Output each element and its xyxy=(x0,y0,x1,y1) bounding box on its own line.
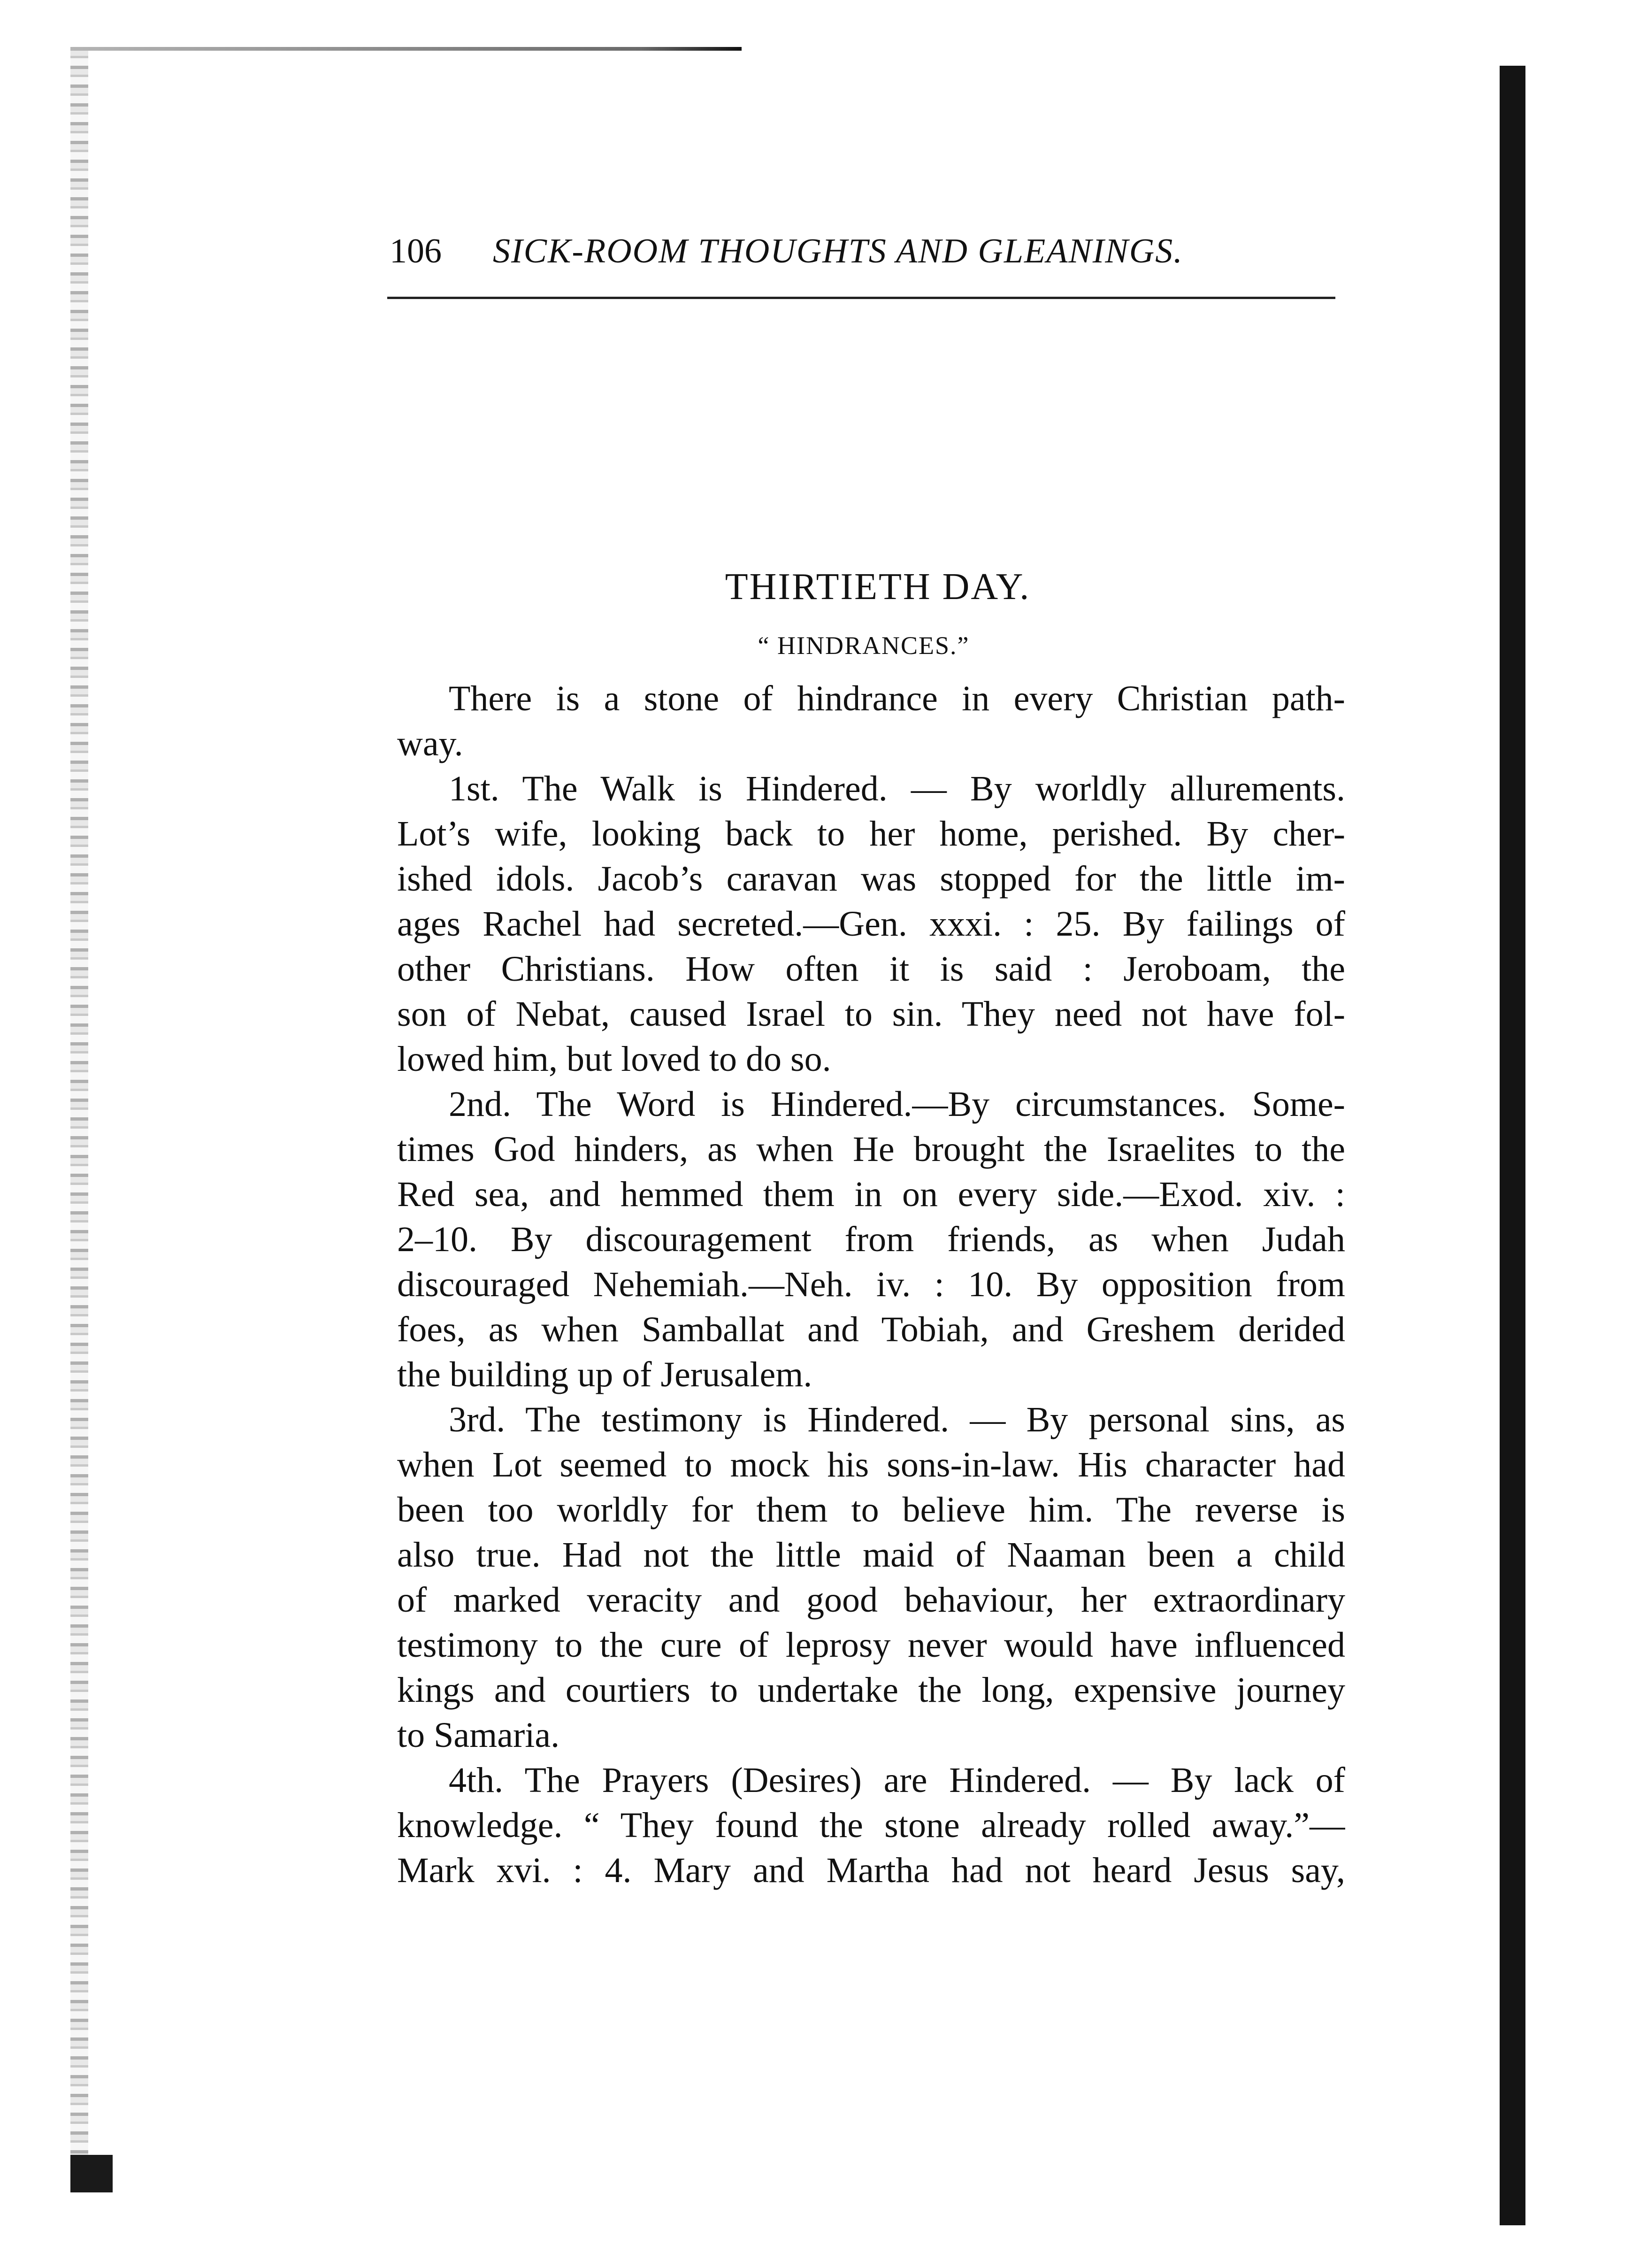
text-line: 4th. The Prayers (Desires) are Hindered. — By lack of xyxy=(449,1761,1345,1800)
text-line: ished idols. Jacob’s caravan was stopped for the little im- xyxy=(397,859,1345,899)
text-line: other Christians. How often it is said : Jeroboam, the xyxy=(397,949,1345,989)
text-line: 3rd. The testimony is Hindered. — By personal sins, as xyxy=(449,1400,1345,1439)
text-line: Lot’s wife, looking back to her home, perished. By cher- xyxy=(397,814,1345,853)
text-line: when Lot seemed to mock his sons-in-law. His character had xyxy=(397,1445,1345,1484)
text-line: 2nd. The Word is Hindered.—By circumstances. Some- xyxy=(449,1084,1345,1124)
text-line: foes, as when Samballat and Tobiah, and Greshem derided xyxy=(397,1310,1345,1349)
text-line: lowed him, but loved to do so. xyxy=(397,1039,831,1079)
text-line: knowledge. “ They found the stone already rolled away.”— xyxy=(397,1806,1345,1845)
section-title: THIRTIETH DAY. xyxy=(725,566,1031,607)
binding-edge xyxy=(70,47,88,2188)
text-line: 1st. The Walk is Hindered. — By worldly allurements. xyxy=(449,769,1345,808)
text-line: Red sea, and hemmed them in on every side.—Exod. xiv. : xyxy=(397,1175,1345,1214)
text-line: to Samaria. xyxy=(397,1715,560,1755)
text-line: Mark xvi. : 4. Mary and Martha had not heard Jesus say, xyxy=(397,1851,1345,1890)
text-line: 2–10. By discouragement from friends, as when Judah xyxy=(397,1220,1345,1259)
text-line: There is a stone of hindrance in every Christian path- xyxy=(449,679,1345,718)
running-head xyxy=(390,230,1338,272)
section-subtitle: “ HINDRANCES.” xyxy=(758,631,970,660)
text-line: ages Rachel had secreted.—Gen. xxxi. : 25. By failings of xyxy=(397,904,1345,944)
text-line: of marked veracity and good behaviour, her extraordinary xyxy=(397,1580,1345,1620)
text-line: son of Nebat, caused Israel to sin. They need not have fol- xyxy=(397,994,1345,1034)
page-number: 106 xyxy=(390,232,442,270)
text-line: kings and courtiers to undertake the long, expensive journey xyxy=(397,1670,1345,1710)
text-line: the building up of Jerusalem. xyxy=(397,1355,812,1394)
text-line: discouraged Nehemiah.—Neh. iv. : 10. By opposition from xyxy=(397,1265,1345,1304)
binding-foot xyxy=(70,2155,113,2192)
text-line: way. xyxy=(397,724,463,763)
text-line: been too worldly for them to believe him. The reverse is xyxy=(397,1490,1345,1530)
scan-top-rule xyxy=(70,47,742,51)
text-line: also true. Had not the little maid of Naaman been a child xyxy=(397,1535,1345,1575)
running-title: SICK-ROOM THOUGHTS AND GLEANINGS. xyxy=(493,232,1183,270)
header-rule xyxy=(387,297,1335,299)
text-line: testimony to the cure of leprosy never would have influenced xyxy=(397,1625,1345,1665)
scan-right-strip xyxy=(1500,66,1525,2225)
text-line: times God hinders, as when He brought the Israelites to the xyxy=(397,1130,1345,1169)
